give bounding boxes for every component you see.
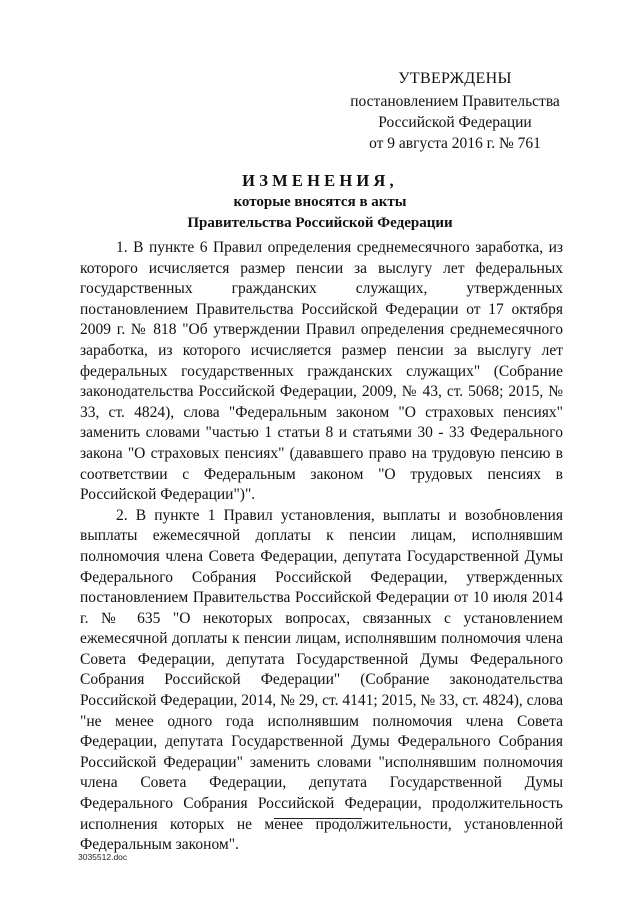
- heading-subtitle-2: Правительства Российской Федерации: [187, 215, 453, 231]
- document-body: [80, 238, 563, 856]
- approval-line-2: Российской Федерации: [378, 114, 532, 131]
- approval-line-1: постановлением Правительства: [350, 93, 560, 110]
- approval-line-3: от 9 августа 2016 г. № 761: [369, 135, 541, 152]
- paragraph-1: 1. В пункте 6 Правил определения среднемесячного заработка, из которого исчисляется размер пенсии за выслугу лет федеральных государственных гражданских служащих, утвержденных постановлением Правительства Российской Федерации от 17 октября 2009 г. № 818 "Об утверждении Правил определения среднемесячного заработка, из которого исчисляется размер пенсии за выслугу лет федеральных государственных гражданских служащих" (Собрание законодательства Российской Федерации, 2009, № 43, ст. 5068; 2015, № 33, ст. 4824), слова "Федеральным законом "О страховых пенсиях" заменить словами "частью 1 статьи 8 и статьями 30 - 33 Федерального закона "О страховых пенсиях" (дававшего право на трудовую пенсию в соответствии с Федеральным законом "О трудовых пенсиях в Российской Федерации")".: [80, 239, 563, 504]
- approval-block: [345, 68, 565, 154]
- document-heading: [0, 170, 640, 234]
- file-reference: 3035512.doc: [78, 852, 128, 862]
- approval-title: УТВЕРЖДЕНЫ: [398, 70, 512, 87]
- paragraph-2: 2. В пункте 1 Правил установления, выплаты и возобновления выплаты ежемесячной доплаты к пенсии лицам, исполнявшим полномочия члена Совета Федерации, депутата Государственной Думы Федерального Собрания Российской Федерации, утвержденных постановлением Правительства Российской Федерации от 10 июля 2014 г. № 635 "О некоторых вопросах, связанных с установлением ежемесячной доплаты к пенсии лицам, исполнявшим полномочия члена Совета Федерации, депутата Государственной Думы Федерального Собрания Российской Федерации" (Собрание законодательства Российской Федерации, 2014, № 29, ст. 4141; 2015, № 33, ст. 4824), слова "не менее одного года исполнявшим полномочия члена Совета Федерации, депутата Государственной Думы Федерального Собрания Российской Федерации" заменить словами "исполнявшим полномочия члена Совета Федерации, депутата Государственной Думы Федерального Собрания Российской Федерации, продолжительность исполнения которых не менее продолжительности, установленной Федеральным законом".: [80, 506, 563, 854]
- end-separator-line: [274, 818, 362, 819]
- heading-subtitle-1: которые вносятся в акты: [233, 194, 407, 210]
- heading-title: ИЗМЕНЕНИЯ,: [242, 171, 398, 190]
